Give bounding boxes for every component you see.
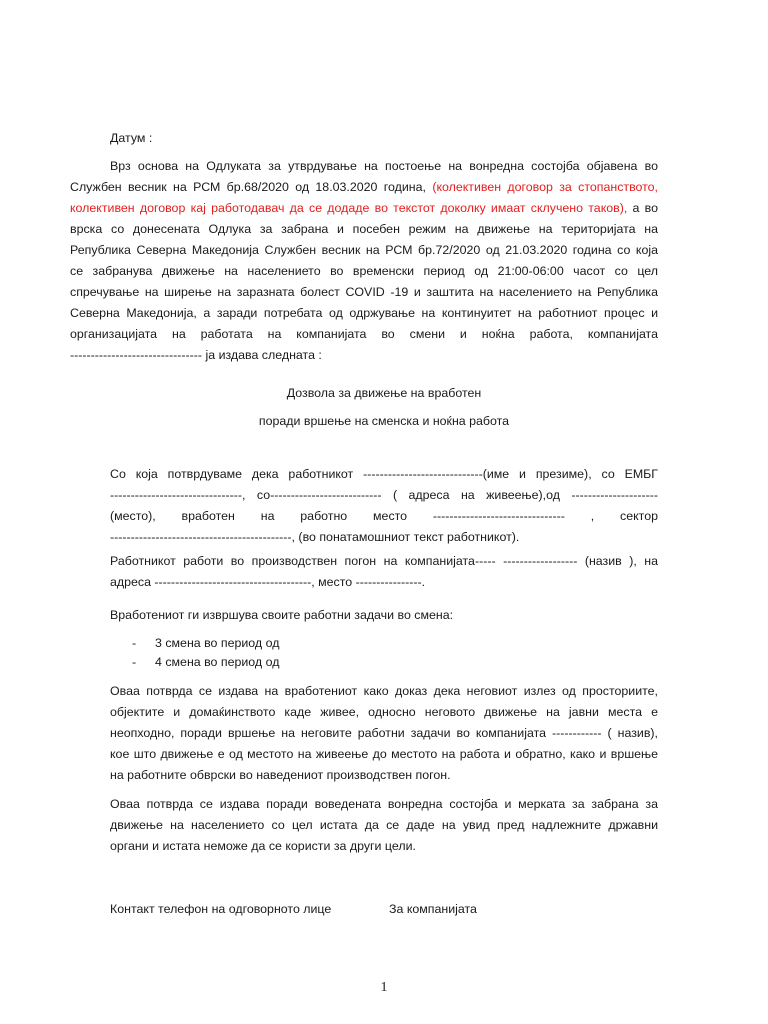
shift-item: 4 смена во период од <box>155 655 280 669</box>
intro-line: Северна Македонија, а заради потребата од одржување на континуитет на работниот процес и <box>70 306 658 320</box>
date-label: Датум : <box>110 131 153 145</box>
works-line: адреса --------------------------------------, место ----------------. <box>110 575 426 589</box>
contact-phone-label: Контакт телефон на одговорното лице <box>110 902 332 916</box>
confirmation-paragraph <box>110 464 658 548</box>
intro-line: -------------------------------- ја издава следната : <box>70 348 322 362</box>
intro-line: спречување на ширење на заразната болест COVID -19 и заштита на населението на Република <box>70 285 658 299</box>
red-note: (колективен договор за стопанството, <box>432 180 658 194</box>
works-paragraph <box>110 551 658 593</box>
company-signature-label: За компанијата <box>389 902 477 916</box>
proof-line: објектите и домаќинството каде живее, односно неговото движење на јавни места е <box>110 705 658 719</box>
proof-paragraph <box>110 681 658 786</box>
purpose-line: Оваа потврда се издава поради воведената вонредна состојба и мерката за забрана за <box>110 797 658 811</box>
confirmation-line: --------------------------------------------, (во понатамошниот текст работникот). <box>110 530 520 544</box>
proof-line: неопходно, поради вршење на неговите работни задачи во компанијата ------------ ( назив), <box>110 726 658 740</box>
confirmation-line: (место), вработен на работно место -------------------------------- , сектор <box>110 509 658 523</box>
document-subtitle: поради вршење на сменска и ноќна работа <box>258 414 510 428</box>
page-number: 1 <box>380 980 388 995</box>
confirmation-line: --------------------------------, со--------------------------- ( адреса на живеење),од --------------------- <box>110 488 658 502</box>
purpose-line: движење на населението со цел истата да се даде на увид пред надлежните државни <box>110 818 658 832</box>
bullet-dash: - <box>132 636 137 650</box>
intro-line: врска со донесената Одлука за забрана и посебен режим на движење на територијата на <box>70 222 658 236</box>
intro-line: Република Северна Македонија Службен весник на РСМ бр.72/2020 од 21.03.2020 година со која <box>70 243 658 257</box>
works-line: Работникот работи во производствен погон на компанијата----- ------------------ (назив ), на <box>110 554 658 568</box>
intro-line: колективен договор кај работодавач да се додаде во текстот доколку имаат склучено таков), а во <box>70 201 658 215</box>
shift-item: 3 смена во период од <box>155 636 280 650</box>
intro-line: Врз основа на Одлуката за утврдување на постоење на вонредна состојба објавена во <box>110 159 658 173</box>
shift-intro: Вработениот ги извршува своите работни задачи во смена: <box>110 608 454 622</box>
purpose-line: органи и истата неможе да се користи за други цели. <box>110 839 416 853</box>
document-title: Дозвола за движење на вработен <box>286 386 482 400</box>
proof-line: Оваа потврда се издава на вработениот како доказ дека неговиот излез од просториите, <box>110 684 658 698</box>
proof-line: на работните обврски во наведениот производствен погон. <box>110 768 451 782</box>
purpose-paragraph <box>110 794 658 857</box>
proof-line: кое што движење е од местото на живеење до местото на работа и обратно, како и вршење <box>110 747 658 761</box>
bullet-dash: - <box>132 655 137 669</box>
confirmation-line: Со која потврдуваме дека работникот -----------------------------(име и презиме), со ЕМБГ <box>110 467 658 481</box>
intro-line: Службен весник на РСМ бр.68/2020 од 18.03.2020 година, (колективен договор за стопанството, <box>70 180 658 194</box>
intro-line: се забранува движење на населението во временски период од 21:00-06:00 часот со цел <box>70 264 658 278</box>
intro-paragraph <box>70 156 658 366</box>
intro-line: организацијата на работата на компанијата во смени и ноќна работа, компанијата <box>70 327 658 341</box>
red-note: колективен договор кај работодавач да се додаде во текстот доколку имаат склучено таков), <box>70 201 628 215</box>
